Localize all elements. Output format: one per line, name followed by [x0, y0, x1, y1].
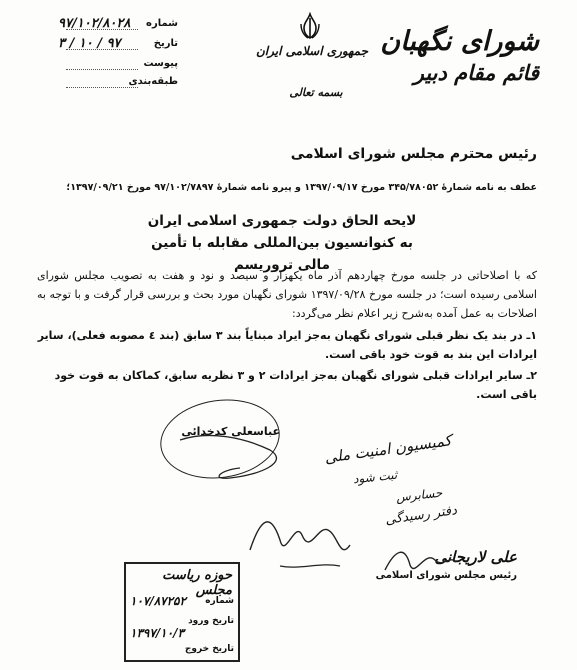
stamp-number-value: ۱۰۷/۸۷۲۵۲: [130, 594, 186, 608]
stamp-entry-label: تاریخ ورود: [188, 616, 234, 626]
signature-scribble: [150, 420, 300, 490]
meta-attachment-label: پیوست: [143, 58, 178, 69]
meta-number-label: شماره: [146, 18, 178, 29]
signer-name: علی لاریجانی: [434, 548, 517, 566]
emblem-icon: [298, 12, 322, 40]
handwritten-note-3: حسابرس: [395, 485, 443, 505]
meta-date-label: تاریخ: [153, 38, 178, 49]
basmala: بسمه تعالی: [289, 86, 343, 99]
signer-signature: [380, 540, 460, 580]
meta-date-value: ۹۷ / ۱۰ / ۳: [58, 36, 121, 51]
meta-attachment: [58, 58, 178, 74]
divider: [66, 69, 138, 70]
stamp-exit-label: تاریخ خروج: [184, 644, 234, 654]
stamp-number-row: [130, 596, 234, 614]
stamp-number-label: شماره: [205, 596, 234, 606]
bill-title-line-2: به کنوانسیون بین‌المللی مقابله با تأمین مالی تروریسم: [151, 235, 413, 273]
stamp-title: حوزه ریاست مجلس: [162, 568, 232, 598]
handwritten-note-2: ثبت شود: [352, 467, 398, 487]
salutation: رئیس محترم مجلس شورای اسلامی: [290, 146, 537, 162]
meta-date: [58, 38, 178, 54]
handwritten-signature: [240, 500, 360, 580]
republic-label: جمهوری اسلامی ایران: [255, 44, 369, 58]
meta-number-value: ۹۷/۱۰۲/۸۰۲۸: [58, 16, 131, 31]
handwritten-note-1: کمیسیون امنیت ملی: [323, 431, 453, 467]
stamp-entry-value: ۱۳۹۷/۱۰/۳: [130, 626, 184, 640]
oval-signer-name: عباسعلی کدخدائی: [181, 425, 280, 438]
signer-title: رئیس مجلس شورای اسلامی: [375, 570, 517, 581]
reference-line: عطف به نامه شمارهٔ ۳۴۵/۷۸۰۵۲ مورخ ۱۳۹۷/۰۹/۱۷ و پیرو نامه شمارهٔ ۹۷/۱۰۲/۷۸۹۷ مورخ ۱۳۹۷/۰۹/۲۱؛: [66, 182, 537, 193]
handwritten-note-4: دفتر رسیدگی: [384, 503, 458, 528]
org-subtitle: قائم مقام دبیر: [413, 60, 539, 85]
office-stamp: [124, 562, 240, 662]
meta-classification-label: طبقه‌بندی: [128, 76, 178, 87]
meta-number: [58, 18, 178, 34]
body-paragraph: که با اصلاحاتی در جلسه مورخ چهاردهم آذر ماه یکهزار و سیصد و نود و هفت به تصویب مجلس شورای اسلامی رسیده است؛ در جلسه مورخ ۱۳۹۷/۰۹/۲۸ شورای نگهبان مورد بحث و بررسی قرار گرفت و با توجه به اصلاحات به عمل آمده به‌شرح زیر اعلام نظر می‌گردد:: [37, 269, 537, 320]
item-1: ۱ـ در بند یک نظر قبلی شورای نگهبان به‌جز ایراد مبنایاً بند ۳ سابق (بند ٤ مصوبه فعلی)، سایر ایرادات این بند به قوت خود باقی است.: [37, 329, 537, 361]
org-title: شورای نگهبان: [380, 26, 539, 57]
stamp-exit-row: [130, 644, 234, 662]
meta-classification: [58, 76, 178, 92]
divider: [66, 87, 138, 88]
item-2: ۲ـ سایر ایرادات قبلی شورای نگهبان به‌جز ایرادات ۲ و ۳ نظریه سابق، کماکان به قوت خود باقی است.: [54, 369, 537, 401]
bill-title-line-1: لایحه الحاق دولت جمهوری اسلامی ایران: [147, 213, 417, 229]
